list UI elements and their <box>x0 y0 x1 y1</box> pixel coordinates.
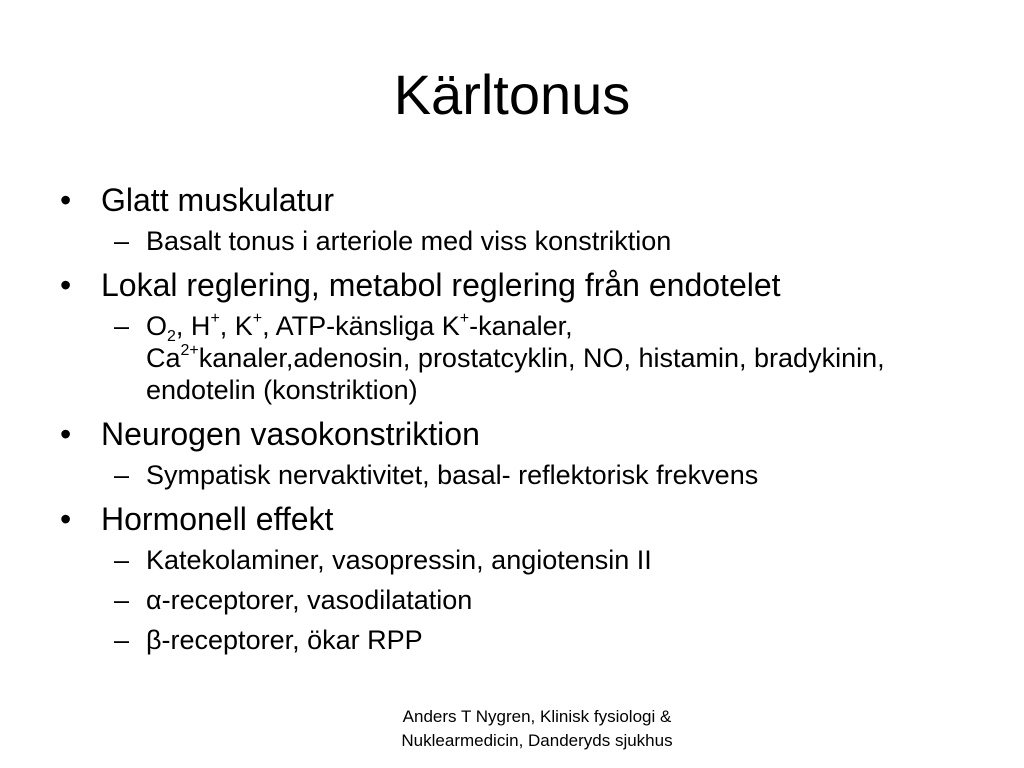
sub-bullet-text-part: kanaler,adenosin, prostatcyklin, NO, histamin, bradykinin, endotelin (konstriktion) <box>146 343 885 405</box>
sub-bullet-item <box>58 544 978 576</box>
sub-bullet-text-part: -kanaler, <box>469 311 573 341</box>
bullet-icon: • <box>60 501 72 537</box>
sub-bullet-text-start: O <box>146 311 168 341</box>
bullet-text: Hormonell effekt <box>101 501 334 537</box>
bullet-text: Glatt muskulatur <box>101 182 334 218</box>
superscript: + <box>210 310 220 327</box>
footer-credit <box>372 705 702 753</box>
sub-bullet-text: Katekolaminer, vasopressin, angiotensin II <box>146 545 652 575</box>
bullet-icon: • <box>60 267 72 303</box>
bullet-item <box>58 414 978 454</box>
footer-line: Anders T Nygren, Klinisk fysiologi & <box>402 707 672 726</box>
superscript: 2+ <box>180 342 199 359</box>
sub-bullet-text: Sympatisk nervaktivitet, basal- reflektorisk frekvens <box>146 460 759 490</box>
slide-title: Kärltonus <box>393 63 631 126</box>
bullet-icon: • <box>60 182 72 218</box>
sub-bullet-text-part: Ca <box>146 343 181 373</box>
sub-bullet-item <box>58 225 978 257</box>
bullet-list <box>58 180 978 656</box>
bullet-icon: • <box>60 416 72 452</box>
sub-bullet-text-part: , H <box>175 311 211 341</box>
dash-icon: – <box>114 625 130 655</box>
dash-icon: – <box>114 311 130 341</box>
dash-icon: – <box>114 545 130 575</box>
dash-icon: – <box>114 585 130 615</box>
bullet-item <box>58 265 978 305</box>
dash-icon: – <box>114 460 130 490</box>
superscript: + <box>252 310 263 327</box>
sub-bullet-item <box>58 584 978 616</box>
bullet-text: Lokal reglering, metabol reglering från endotelet <box>101 267 781 303</box>
sub-bullet-item <box>58 310 978 406</box>
sub-bullet-text-part: , K <box>219 311 253 341</box>
dash-icon: – <box>114 226 130 256</box>
sub-bullet-item <box>58 624 978 656</box>
bullet-text: Neurogen vasokonstriktion <box>101 416 480 452</box>
sub-bullet-text: Basalt tonus i arteriole med viss konstriktion <box>146 226 672 256</box>
superscript: + <box>459 310 470 327</box>
subscript: 2 <box>167 328 176 345</box>
sub-bullet-item <box>58 459 978 491</box>
bullet-item <box>58 499 978 539</box>
sub-bullet-text-part: , ATP-känsliga K <box>262 311 460 341</box>
sub-bullet-text: β-receptorer, ökar RPP <box>146 625 423 655</box>
footer-line: Nuklearmedicin, Danderyds sjukhus <box>401 731 673 750</box>
bullet-item <box>58 180 978 220</box>
sub-bullet-text: α-receptorer, vasodilatation <box>146 585 473 615</box>
